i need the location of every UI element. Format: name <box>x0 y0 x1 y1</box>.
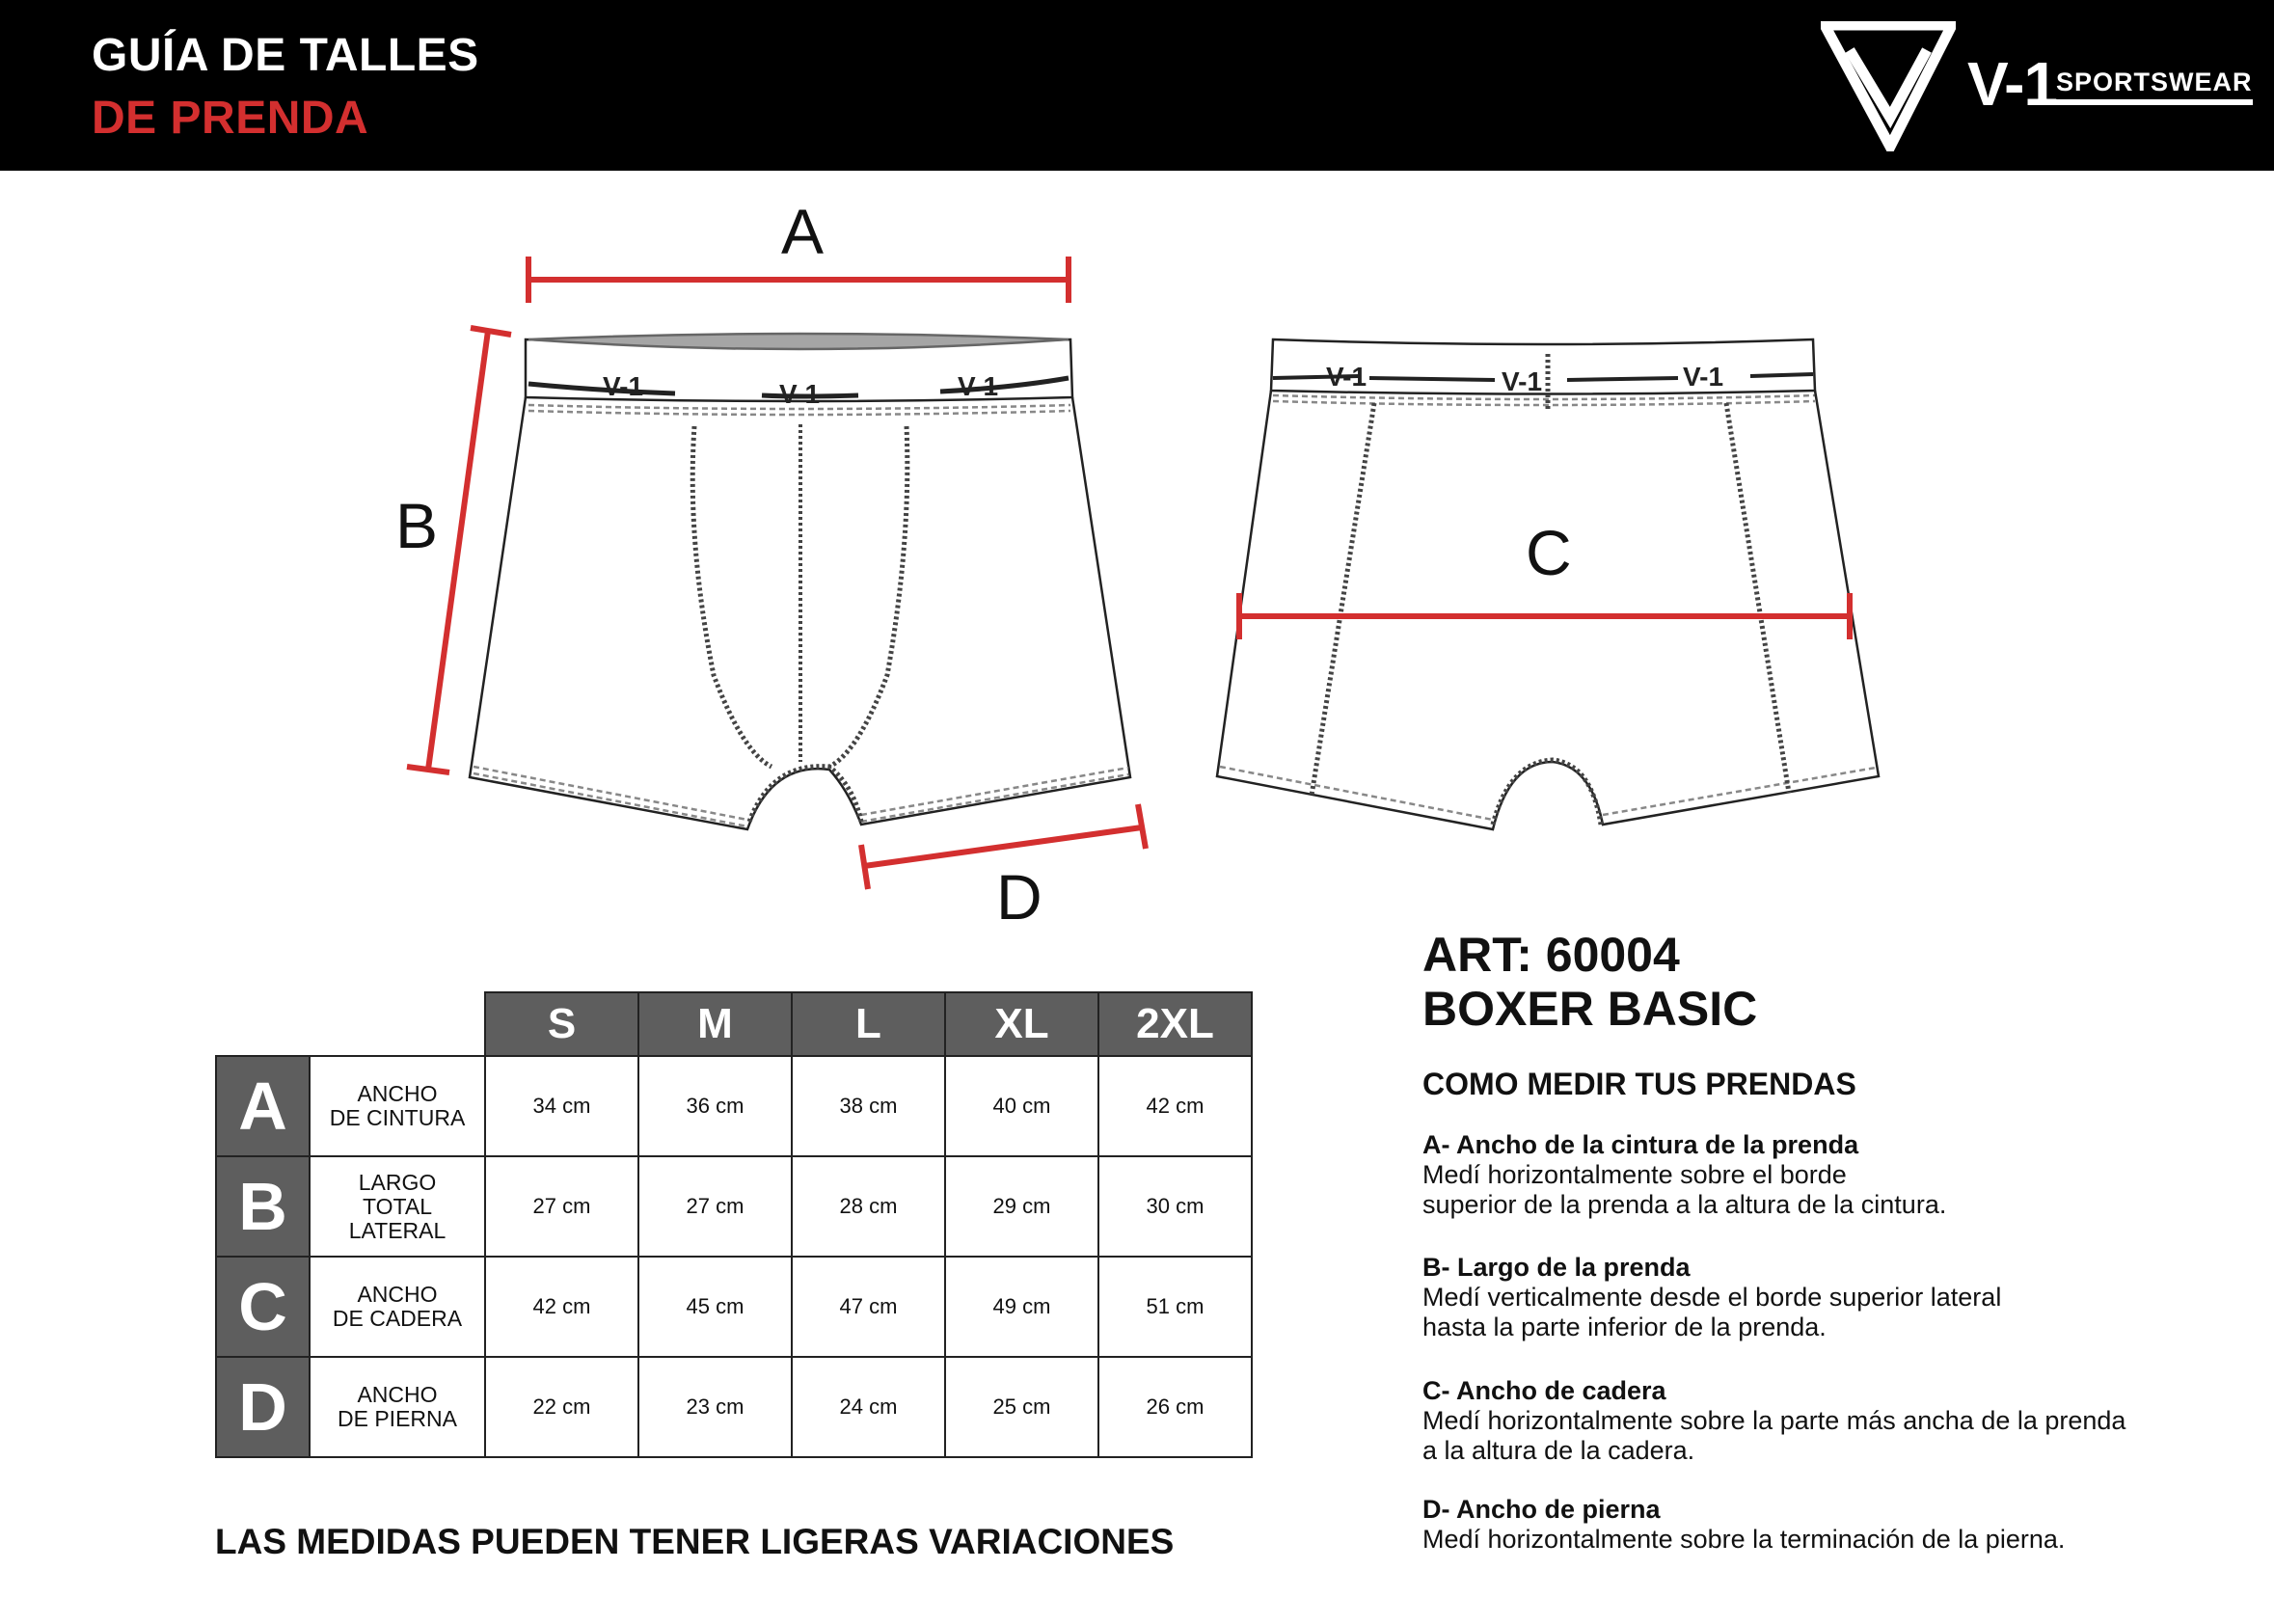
row-letter: C <box>216 1257 310 1357</box>
table-cell: 38 cm <box>792 1056 945 1156</box>
blank-cell <box>216 992 310 1056</box>
instructions-heading: COMO MEDIR TUS PRENDAS <box>1422 1067 1856 1101</box>
table-row <box>216 1357 1252 1457</box>
size-header: L <box>792 992 945 1056</box>
table-row <box>216 1156 1252 1257</box>
table-cell: 42 cm <box>1098 1056 1252 1156</box>
instruction-c: C- Ancho de cadera Medí horizontalmente sobre la parte más ancha de la prenda a la altura de la cadera. <box>1422 1376 2126 1465</box>
table-cell: 47 cm <box>792 1257 945 1357</box>
measure-label-a: A <box>781 196 825 267</box>
table-cell: 24 cm <box>792 1357 945 1457</box>
table-cell: 45 cm <box>638 1257 792 1357</box>
garment-diagram <box>0 171 2274 942</box>
logo-subtext: SPORTSWEAR <box>2056 68 2253 105</box>
waistband-logo-2: V-1 <box>779 379 821 409</box>
row-letter: D <box>216 1357 310 1457</box>
row-label: ANCHO DE PIERNA <box>310 1357 485 1457</box>
instruction-b: B- Largo de la prenda Medí verticalmente desde el borde superior lateral hasta la parte inferior de la prenda. <box>1422 1253 2002 1341</box>
table-row <box>216 1056 1252 1156</box>
waistband-logo-3: V-1 <box>958 371 999 401</box>
measure-label-d: D <box>996 861 1042 933</box>
table-cell: 25 cm <box>945 1357 1098 1457</box>
measure-label-c: C <box>1526 517 1572 588</box>
table-row <box>216 1257 1252 1357</box>
header-bar <box>0 0 2274 171</box>
table-cell: 28 cm <box>792 1156 945 1257</box>
table-cell: 26 cm <box>1098 1357 1252 1457</box>
waistband-logo-back-3: V-1 <box>1683 362 1724 392</box>
size-header-row <box>216 992 1252 1056</box>
variation-note: LAS MEDIDAS PUEDEN TENER LIGERAS VARIACIONES <box>215 1522 1175 1561</box>
v1-triangle-logo-icon <box>1821 21 1956 151</box>
size-header: M <box>638 992 792 1056</box>
page-subtitle: DE PRENDA <box>92 93 369 144</box>
instruction-a: A- Ancho de la cintura de la prenda Medí horizontalmente sobre el borde superior de la prenda a la altura de la cintura. <box>1422 1130 1947 1219</box>
table-cell: 36 cm <box>638 1056 792 1156</box>
row-label: LARGO TOTAL LATERAL <box>310 1156 485 1257</box>
measure-label-b: B <box>395 490 439 561</box>
table-cell: 40 cm <box>945 1056 1098 1156</box>
table-cell: 42 cm <box>485 1257 638 1357</box>
size-table <box>215 991 1253 1458</box>
waistband-logo-back-1: V-1 <box>1326 362 1367 392</box>
table-cell: 51 cm <box>1098 1257 1252 1357</box>
row-letter: B <box>216 1156 310 1257</box>
table-cell: 49 cm <box>945 1257 1098 1357</box>
instruction-d: D- Ancho de pierna Medí horizontalmente sobre la terminación de la pierna. <box>1422 1495 2066 1554</box>
table-cell: 23 cm <box>638 1357 792 1457</box>
row-label: ANCHO DE CINTURA <box>310 1056 485 1156</box>
page-title: GUÍA DE TALLES <box>92 30 479 81</box>
blank-cell <box>310 992 485 1056</box>
table-cell: 27 cm <box>485 1156 638 1257</box>
table-cell: 30 cm <box>1098 1156 1252 1257</box>
logo-text: V-1 <box>1967 49 2058 119</box>
table-cell: 29 cm <box>945 1156 1098 1257</box>
product-info <box>1422 928 1757 1036</box>
brand-logo <box>1821 21 2253 151</box>
product-name: BOXER BASIC <box>1422 982 1758 1036</box>
waistband-logo-1: V-1 <box>603 371 644 401</box>
product-art: ART: 60004 <box>1422 928 1680 982</box>
table-cell: 27 cm <box>638 1156 792 1257</box>
row-label: ANCHO DE CADERA <box>310 1257 485 1357</box>
size-header: 2XL <box>1098 992 1252 1056</box>
size-header: XL <box>945 992 1098 1056</box>
waistband-logo-back-2: V-1 <box>1502 366 1543 396</box>
size-header: S <box>485 992 638 1056</box>
table-cell: 22 cm <box>485 1357 638 1457</box>
row-letter: A <box>216 1056 310 1156</box>
table-cell: 34 cm <box>485 1056 638 1156</box>
